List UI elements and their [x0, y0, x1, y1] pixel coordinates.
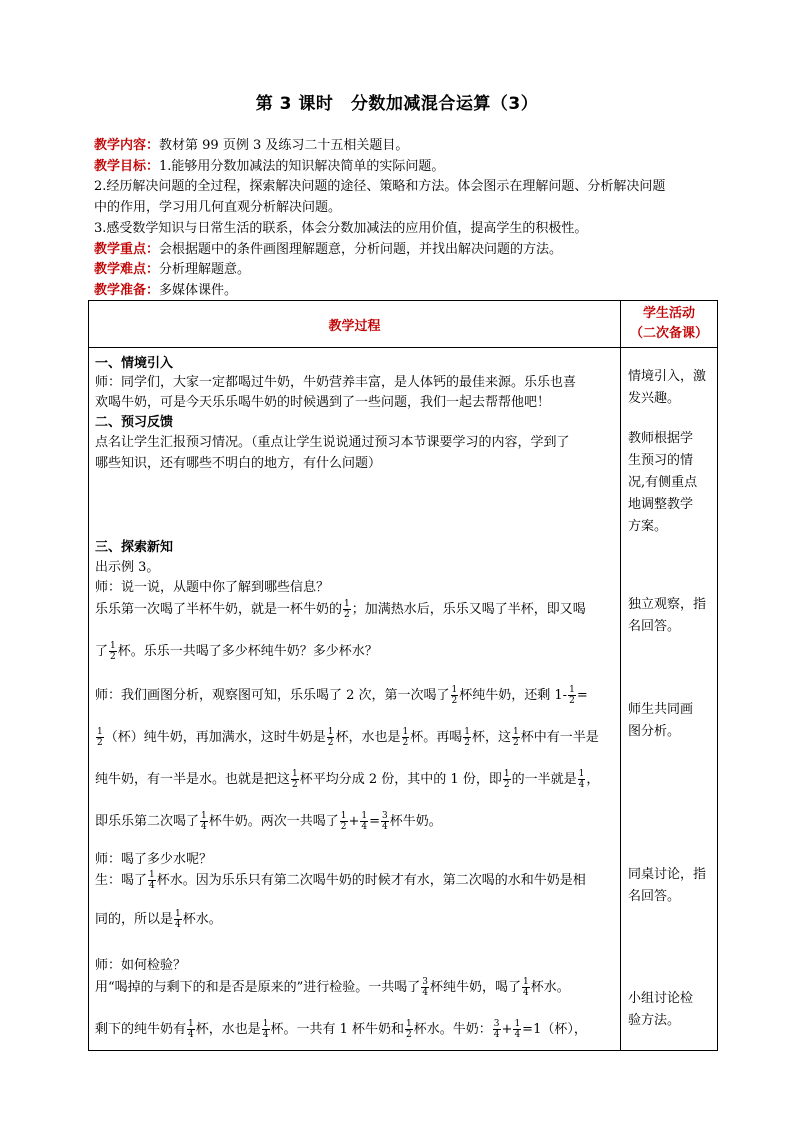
- text-segment: 同的，所以是: [95, 912, 174, 927]
- text-line: 欢喝牛奶，可是今天乐乐喝牛奶的时候遇到了一些问题，我们一起去帮帮他吧！: [95, 395, 551, 410]
- denominator: 2: [503, 780, 510, 790]
- fraction: [405, 1019, 413, 1040]
- activity-note-discuss: [628, 864, 706, 908]
- fraction: [568, 685, 576, 706]
- text-segment: 杯，水也是: [335, 730, 401, 745]
- text-segment: =1（杯），: [522, 1022, 587, 1037]
- activity-note-preview: [628, 428, 697, 538]
- text-line: [95, 810, 442, 832]
- teaching-key-text: 会根据题中的条件画图理解题意，分析问题，并找出解决问题的方法。: [159, 241, 563, 257]
- text-line: [95, 684, 588, 706]
- text-segment: 杯牛奶。两次一共喝了: [208, 814, 339, 829]
- fraction: [148, 870, 156, 891]
- header-student-activity-line2: （二次备课）: [629, 326, 708, 341]
- denominator: 4: [422, 988, 429, 998]
- note-line: 方案。: [628, 519, 668, 534]
- numerator: 3: [422, 977, 429, 987]
- numerator: 1: [262, 1019, 269, 1029]
- page-title: 第 3 课时 分数加减混合运算（3）: [255, 94, 539, 114]
- note-line: 名回答。: [628, 889, 681, 904]
- fraction: [200, 811, 208, 832]
- denominator: 2: [569, 696, 575, 706]
- text-segment: 杯水。因为乐乐只有第二次喝牛奶的时候才有水，第二次喝的水和牛奶是相: [156, 873, 586, 888]
- denominator: 2: [406, 1030, 412, 1040]
- text-segment: 生：喝了: [95, 873, 148, 888]
- text-line: [95, 726, 599, 748]
- fraction: [421, 977, 429, 998]
- note-line: 小组讨论检: [628, 991, 694, 1006]
- text-line: 师：如何检验？: [95, 958, 187, 973]
- text-segment: 纯牛奶，有一半是水。也就是把这: [95, 772, 291, 787]
- note-line: 况,有侧重点: [628, 475, 698, 490]
- numerator: 1: [464, 727, 470, 737]
- numerator: 3: [493, 1019, 500, 1029]
- denominator: 4: [201, 822, 207, 832]
- teaching-goal-1: 1.能够用分数加减法的知识解决简单的实际问题。: [159, 158, 445, 174]
- denominator: 2: [451, 696, 458, 706]
- numerator: 1: [340, 811, 347, 821]
- text-segment: +: [348, 814, 360, 829]
- teaching-difficulty: [94, 260, 714, 281]
- text-segment: 杯水。: [182, 912, 222, 927]
- denominator: 2: [110, 652, 116, 662]
- text-segment: 杯。一共有 1 杯牛奶和: [270, 1022, 405, 1037]
- denominator: 4: [493, 1030, 500, 1040]
- numerator: 1: [149, 870, 155, 880]
- numerator: 1: [523, 977, 529, 987]
- numerator: 3: [382, 811, 388, 821]
- text-line: [95, 640, 378, 662]
- note-line: 情境引入，激: [628, 369, 707, 384]
- fraction: [402, 727, 410, 748]
- teaching-key-label: 教学重点：: [94, 241, 160, 257]
- fraction: [512, 727, 520, 748]
- text-line: [95, 908, 222, 930]
- fraction: [343, 599, 351, 620]
- section-heading-intro: 一、情境引入: [95, 356, 174, 371]
- numerator: 1: [451, 685, 458, 695]
- text-segment: ，: [586, 772, 600, 787]
- fraction: [522, 977, 530, 998]
- denominator: 4: [523, 988, 529, 998]
- numerator: 1: [110, 641, 116, 651]
- denominator: 4: [188, 1030, 194, 1040]
- table-header-row: [89, 301, 718, 348]
- fraction: [174, 909, 182, 930]
- teaching-key: [94, 240, 714, 261]
- section-heading-preview: 二、预习反馈: [95, 415, 174, 430]
- numerator: 1: [569, 685, 575, 695]
- numerator: 1: [503, 769, 510, 779]
- activity-cell: [621, 348, 718, 1051]
- text-segment: 了: [95, 644, 109, 659]
- fraction: [96, 727, 104, 748]
- fraction: [463, 727, 471, 748]
- text-segment: 杯。再喝: [410, 730, 463, 745]
- numerator: 1: [402, 727, 409, 737]
- section-heading-explore: 三、探索新知: [95, 540, 174, 555]
- teaching-goal-3: 3.感受数学知识与日常生活的联系，体会分数加减法的应用价值，提高学生的积极性。: [94, 220, 588, 236]
- text-line: 师：喝了多少水呢？: [95, 852, 213, 867]
- denominator: 4: [578, 780, 585, 790]
- text-line: [95, 598, 586, 620]
- text-segment: 杯，这: [471, 730, 511, 745]
- fraction: [451, 685, 459, 706]
- note-line: 验方法。: [628, 1013, 681, 1028]
- text-segment: 杯。乐乐一共喝了多少杯纯牛奶？多少杯水？: [117, 644, 378, 659]
- text-line: 点名让学生汇报预习情况。（重点让学生说说通过预习本节课要学习的内容，学到了: [95, 435, 570, 450]
- text-line: [95, 1018, 587, 1040]
- teaching-goal-2a: 2.经历解决问题的全过程，探索解决问题的途径、策略和方法。体会图示在理解问题、分析解决问题: [94, 179, 666, 195]
- text-segment: 杯牛奶。: [389, 814, 442, 829]
- teaching-goal: [94, 157, 714, 178]
- numerator: 1: [344, 599, 350, 609]
- text-segment: 剩下的纯牛奶有: [95, 1022, 187, 1037]
- fraction: [513, 1019, 521, 1040]
- text-segment: ；加满热水后，乐乐又喝了半杯，即又喝: [351, 602, 586, 617]
- activity-note-draw: [628, 699, 693, 743]
- header-teaching-process: 教学过程: [89, 301, 621, 348]
- numerator: 1: [97, 727, 103, 737]
- header-student-activity-line1: 学生活动: [642, 306, 695, 321]
- text-segment: 杯，水也是: [195, 1022, 261, 1037]
- teaching-prep: [94, 281, 714, 302]
- numerator: 1: [201, 811, 207, 821]
- text-line: [95, 869, 586, 891]
- note-line: 地调整教学: [628, 497, 694, 512]
- note-line: 名回答。: [628, 619, 681, 634]
- denominator: 2: [340, 822, 347, 832]
- numerator: 1: [292, 769, 298, 779]
- text-segment: 杯水。牛奶：: [413, 1022, 492, 1037]
- text-line: 出示例 3。: [95, 560, 160, 575]
- note-line: 教师根据学: [628, 431, 694, 446]
- fraction: [503, 769, 511, 790]
- denominator: 2: [344, 610, 350, 620]
- note-line: 同桌讨论，指: [628, 867, 707, 882]
- note-line: 发兴趣。: [628, 391, 681, 406]
- teaching-prep-label: 教学准备：: [94, 282, 160, 298]
- text-line: 师：同学们，大家一定都喝过牛奶，牛奶营养丰富，是人体钙的最佳来源。乐乐也喜: [95, 375, 577, 390]
- fraction: [262, 1019, 270, 1040]
- teaching-goal-label: 教学目标：: [94, 158, 160, 174]
- text-line: [95, 976, 570, 998]
- text-segment: 乐乐第一次喝了半杯牛奶，就是一杯牛奶的: [95, 602, 343, 617]
- fraction: [109, 641, 117, 662]
- numerator: 1: [514, 1019, 521, 1029]
- fraction: [381, 811, 389, 832]
- fraction: [340, 811, 348, 832]
- text-segment: +: [501, 1022, 513, 1037]
- text-segment: 杯中有一半是: [520, 730, 599, 745]
- lesson-meta: [94, 136, 714, 302]
- teaching-difficulty-label: 教学难点：: [94, 262, 160, 278]
- denominator: 4: [382, 822, 388, 832]
- denominator: 4: [175, 920, 181, 930]
- text-line: 哪些知识，还有哪些不明白的地方，有什么问题）: [95, 456, 382, 471]
- denominator: 2: [513, 738, 519, 748]
- fraction: [187, 1019, 195, 1040]
- numerator: 1: [188, 1019, 194, 1029]
- activity-note-verify: [628, 988, 693, 1032]
- lesson-table: [88, 300, 718, 1051]
- teaching-prep-text: 多媒体课件。: [159, 282, 238, 298]
- teaching-content-label: 教学内容：: [94, 138, 160, 153]
- denominator: 2: [97, 738, 103, 748]
- fraction: [578, 769, 586, 790]
- text-line: 师：说一说，从题中你了解到哪些信息？: [95, 580, 330, 595]
- denominator: 2: [402, 738, 409, 748]
- teaching-difficulty-text: 分析理解题意。: [159, 262, 251, 278]
- fraction: [493, 1019, 501, 1040]
- fraction: [360, 811, 368, 832]
- teaching-content-text: 教材第 99 页例 3 及练习二十五相关题目。: [159, 138, 409, 153]
- activity-note-observe: [628, 594, 706, 638]
- text-segment: 用“喝掉的与剩下的和是否是原来的”进行检验。一共喝了: [95, 980, 421, 995]
- numerator: 1: [578, 769, 585, 779]
- text-segment: 杯水。: [530, 980, 570, 995]
- fraction: [327, 727, 335, 748]
- teaching-content: [94, 136, 714, 157]
- note-line: 独立观察，指: [628, 597, 707, 612]
- denominator: 4: [361, 822, 368, 832]
- note-line: 图分析。: [628, 724, 681, 739]
- text-segment: 师：我们画图分析，观察图可知，乐乐喝了 2 次，第一次喝了: [95, 688, 450, 703]
- denominator: 4: [514, 1030, 521, 1040]
- text-segment: 的一半就是: [511, 772, 577, 787]
- text-segment: （杯）纯牛奶，再加满水，这时牛奶是: [104, 730, 326, 745]
- text-segment: =: [369, 814, 381, 829]
- text-segment: 杯平均分成 2 份，其中的 1 份，即: [299, 772, 502, 787]
- text-segment: 杯纯牛奶，还剩 1-: [459, 688, 568, 703]
- numerator: 1: [513, 727, 519, 737]
- denominator: 2: [327, 738, 334, 748]
- fraction: [291, 769, 299, 790]
- text-segment: 杯纯牛奶，喝了: [430, 980, 522, 995]
- text-line: [95, 768, 599, 790]
- denominator: 4: [262, 1030, 269, 1040]
- note-line: 生预习的情: [628, 453, 694, 468]
- activity-note-intro: [628, 366, 706, 410]
- table-body-row: [89, 348, 718, 1051]
- teaching-goal-2b: 中的作用，学习用几何直观分析解决问题。: [94, 200, 342, 216]
- numerator: 1: [175, 909, 181, 919]
- numerator: 1: [327, 727, 334, 737]
- text-segment: 即乐乐第二次喝了: [95, 814, 200, 829]
- denominator: 4: [149, 881, 155, 891]
- denominator: 2: [292, 780, 298, 790]
- denominator: 2: [464, 738, 470, 748]
- process-cell: [89, 348, 621, 1051]
- numerator: 1: [406, 1019, 412, 1029]
- header-student-activity: [621, 301, 718, 348]
- text-segment: =: [576, 688, 588, 703]
- numerator: 1: [361, 811, 368, 821]
- note-line: 师生共同画: [628, 702, 694, 717]
